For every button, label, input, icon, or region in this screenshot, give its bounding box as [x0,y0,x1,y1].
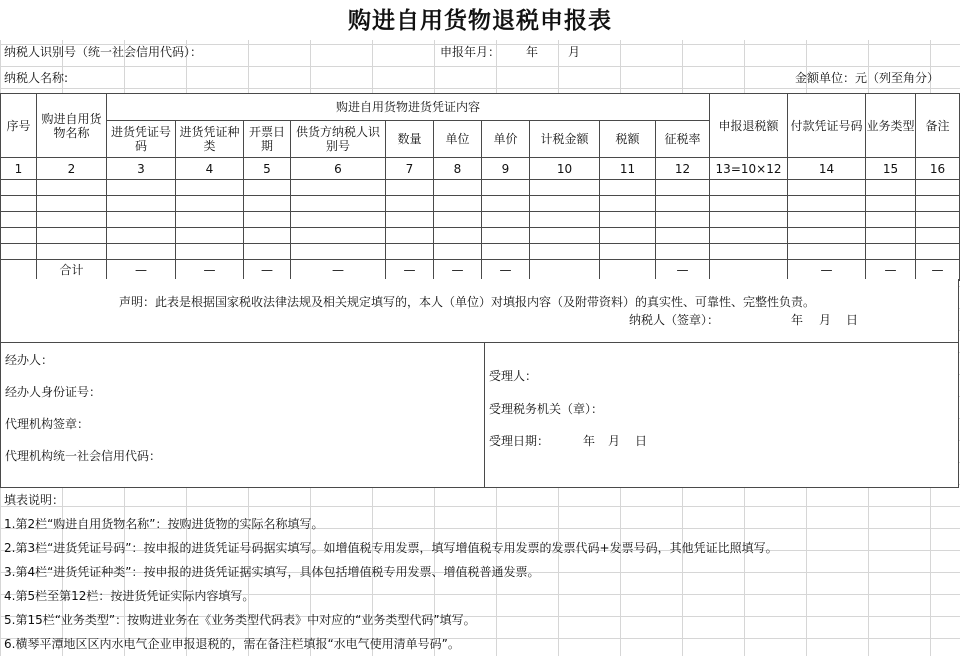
agency-credit-code-label: 代理机构统一社会信用代码： [5,449,162,463]
decl-month-label: 月 [819,313,832,327]
col-number: 11 [600,158,656,180]
header-row-taxpayer-name [0,67,960,89]
header-tax-rate: 征税率 [656,121,710,158]
accept-day-label: 日 [635,434,648,448]
period-year-label: 年 [526,45,539,59]
header-supplier-id: 供货方纳税人识别号 [291,121,386,158]
instruction-item: 5.第15栏“业务类型”：按购进业务在《业务类型代码表》中对应的“业务类型代码”填写。 [4,613,476,627]
total-tax-amount[interactable] [600,260,656,281]
data-entry-row[interactable] [1,212,960,228]
header-voucher-group: 购进自用货物进货凭证内容 [107,94,710,121]
data-entry-row[interactable] [1,180,960,196]
total-dash: — [866,260,916,281]
data-entry-row[interactable] [1,244,960,260]
total-dash: — [107,260,176,281]
total-dash: — [788,260,866,281]
amount-unit-label: 金额单位：元（列至角分） [795,71,940,85]
taxpayer-name-label: 纳税人名称: [4,71,69,85]
col-number: 8 [434,158,482,180]
total-dash: — [291,260,386,281]
header-unit-price: 单价 [482,121,530,158]
data-entry-row[interactable] [1,196,960,212]
instruction-item: 1.第2栏“购进自用货物名称”：按购进货物的实际名称填写。 [4,517,324,531]
col-number: 16 [916,158,960,180]
col-number: 6 [291,158,386,180]
header-business-type: 业务类型 [866,94,916,158]
col-number: 9 [482,158,530,180]
declaration-text: 声明：此表是根据国家税收法律法规及相关规定填写的，本人（单位）对填报内容（及附带资料）的真实性、可靠性、完整性负责。 [119,295,816,309]
decl-year-label: 年 [791,313,804,327]
total-dash: — [176,260,244,281]
header-voucher-type: 进货凭证种类 [176,121,244,158]
column-number-row [1,158,960,180]
col-number: 4 [176,158,244,180]
header-voucher-number: 进货凭证号码 [107,121,176,158]
total-dash: — [434,260,482,281]
total-dash: — [244,260,291,281]
header-row-taxpayer-id [0,41,960,63]
col-number: 3 [107,158,176,180]
total-label: 合计 [37,260,107,281]
total-row [1,260,960,281]
agency-seal-label: 代理机构签章： [5,417,90,431]
accept-year-label: 年 [583,434,596,448]
period-month-label: 月 [568,45,581,59]
declaration-box [0,279,959,343]
header-seq: 序号 [1,94,37,158]
header-goods-name: 购进自用货物名称 [37,94,107,158]
instruction-item: 6.横琴平潭地区区内水电气企业申报退税的，需在备注栏填报“水电气使用清单号码”。 [4,637,460,651]
header-tax-amount: 税额 [600,121,656,158]
total-dash: — [656,260,710,281]
header-taxable-amount: 计税金额 [530,121,600,158]
col-number: 5 [244,158,291,180]
accept-month-label: 月 [608,434,621,448]
declaration-table [0,93,960,281]
col-number: 12 [656,158,710,180]
instructions-section [0,487,960,656]
receiver-label: 受理人： [489,369,538,383]
col-number: 7 [386,158,434,180]
handler-id-label: 经办人身份证号： [5,385,102,399]
total-dash: — [482,260,530,281]
col-number: 14 [788,158,866,180]
instructions-heading: 填表说明： [4,493,65,507]
acceptance-date-label: 受理日期： [489,434,550,448]
header-quantity: 数量 [386,121,434,158]
total-taxable-amount[interactable] [530,260,600,281]
period-label: 申报年月： [440,45,501,59]
col-number: 2 [37,158,107,180]
tax-authority-label: 受理税务机关（章）： [489,402,604,416]
taxpayer-seal-label: 纳税人（签章）： [629,313,720,327]
instruction-item: 2.第3栏“进货凭证号码”：按申报的进货凭证号码据实填写。如增值税专用发票，填写增值税专用发票的发票代码+发票号码，其他凭证比照填写。 [4,541,778,555]
total-dash: — [386,260,434,281]
col-number: 1 [1,158,37,180]
signature-box [0,342,959,488]
form-title: 购进自用货物退税申报表 [0,0,960,40]
col-number: 13=10×12 [710,158,788,180]
header-invoice-date: 开票日期 [244,121,291,158]
header-payment-voucher: 付款凭证号码 [788,94,866,158]
taxpayer-id-label: 纳税人识别号（统一社会信用代码）： [4,45,203,59]
decl-day-label: 日 [846,313,859,327]
total-dash: — [916,260,960,281]
header-remark: 备注 [916,94,960,158]
instruction-item: 3.第4栏“进货凭证种类”：按申报的进货凭证据实填写，具体包括增值税专用发票、增值税普通发票。 [4,565,540,579]
col-number: 10 [530,158,600,180]
data-entry-row[interactable] [1,228,960,244]
handler-label: 经办人： [5,353,54,367]
header-refund-amount: 申报退税额 [710,94,788,158]
total-refund-amount[interactable] [710,260,788,281]
col-number: 15 [866,158,916,180]
signature-divider [484,343,485,487]
instruction-item: 4.第5栏至第12栏：按进货凭证实际内容填写。 [4,589,255,603]
header-unit: 单位 [434,121,482,158]
